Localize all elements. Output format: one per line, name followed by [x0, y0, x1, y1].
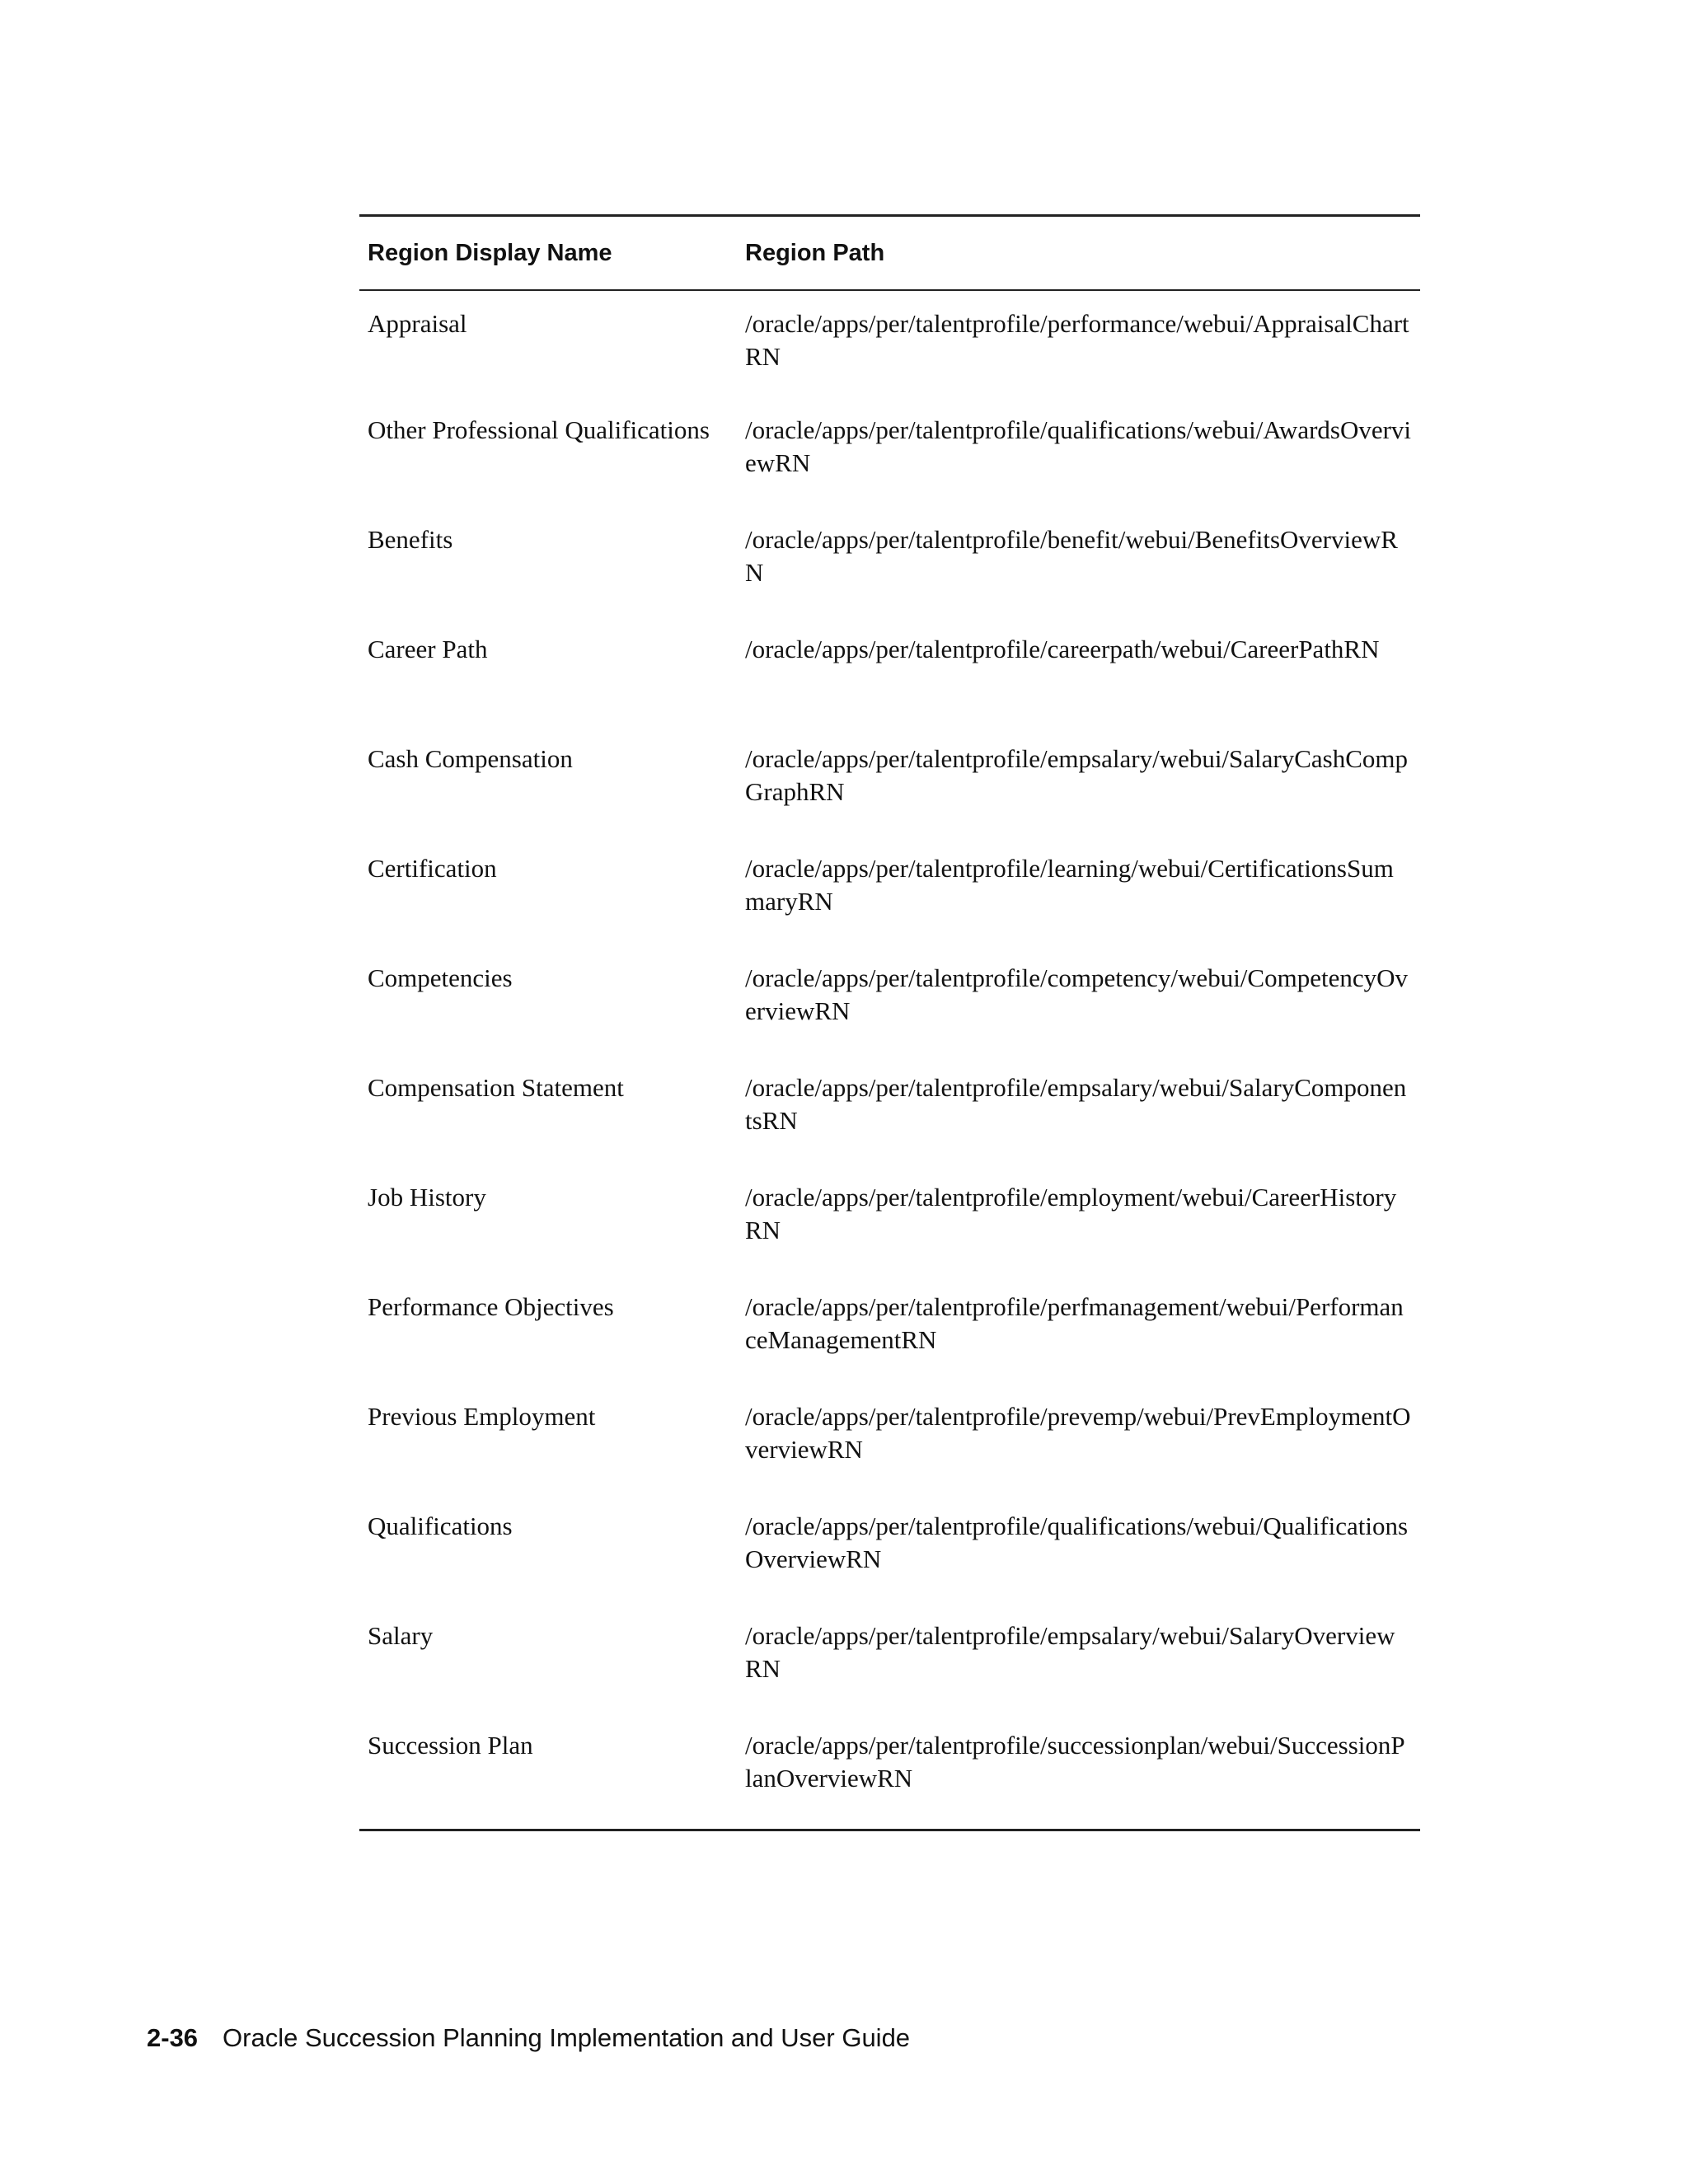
region-path-cell: /oracle/apps/per/talentprofile/benefit/webui/BenefitsOverviewRN: [745, 525, 1398, 587]
table-row: [359, 290, 1420, 414]
region-display-name-cell: Performance Objectives: [368, 1292, 614, 1321]
book-title: Oracle Succession Planning Implementation and User Guide: [223, 2023, 911, 2052]
region-path-cell: /oracle/apps/per/talentprofile/qualifications/webui/QualificationsOverviewRN: [745, 1511, 1409, 1573]
table-row: [359, 633, 1420, 743]
table-row: [359, 1071, 1420, 1181]
region-display-name-cell: Career Path: [368, 635, 488, 663]
table-row: [359, 1291, 1420, 1400]
table-body: [359, 290, 1420, 1830]
table-header: [359, 216, 1420, 291]
table-row: [359, 523, 1420, 633]
table-row: [359, 1729, 1420, 1830]
header-region-path: Region Path: [745, 239, 885, 266]
region-path-cell: /oracle/apps/per/talentprofile/performance/webui/AppraisalChartRN: [745, 309, 1409, 371]
region-path-cell: /oracle/apps/per/talentprofile/successionplan/webui/SuccessionPlanOverviewRN: [745, 1731, 1405, 1793]
region-display-name-cell: Job History: [368, 1183, 486, 1212]
region-path-cell: /oracle/apps/per/talentprofile/empsalary/webui/SalaryOverviewRN: [745, 1621, 1395, 1683]
region-display-name-cell: Salary: [368, 1621, 434, 1650]
region-table: [359, 214, 1420, 1831]
region-display-name-cell: Benefits: [368, 525, 453, 554]
region-path-cell: /oracle/apps/per/talentprofile/empsalary/webui/SalaryComponentsRN: [745, 1073, 1407, 1135]
table-row: [359, 962, 1420, 1071]
region-path-cell: /oracle/apps/per/talentprofile/prevemp/webui/PrevEmploymentOverviewRN: [745, 1402, 1411, 1464]
region-path-cell: /oracle/apps/per/talentprofile/empsalary/webui/SalaryCashCompGraphRN: [745, 744, 1409, 806]
region-display-name-cell: Other Professional Qualifications: [368, 415, 710, 444]
region-path-cell: /oracle/apps/per/talentprofile/perfmanagement/webui/PerformanceManagementRN: [745, 1292, 1404, 1354]
header-row: [359, 216, 1420, 291]
region-display-name-cell: Previous Employment: [368, 1402, 596, 1431]
table-row: [359, 1400, 1420, 1510]
region-display-name-cell: Succession Plan: [368, 1731, 533, 1760]
region-path-cell: /oracle/apps/per/talentprofile/learning/webui/CertificationsSummaryRN: [745, 854, 1394, 916]
header-region-display-name: Region Display Name: [368, 239, 612, 266]
table-row: [359, 743, 1420, 852]
region-path-cell: /oracle/apps/per/talentprofile/qualifications/webui/AwardsOverviewRN: [745, 415, 1412, 477]
region-path-cell: /oracle/apps/per/talentprofile/competency/webui/CompetencyOverviewRN: [745, 963, 1408, 1025]
region-display-name-cell: Qualifications: [368, 1511, 513, 1540]
page-footer: [147, 2023, 910, 2053]
region-path-cell: /oracle/apps/per/talentprofile/employment/webui/CareerHistoryRN: [745, 1183, 1397, 1244]
table-row: [359, 1181, 1420, 1291]
region-display-name-cell: Cash Compensation: [368, 744, 573, 773]
region-path-cell: /oracle/apps/per/talentprofile/careerpath/webui/CareerPathRN: [745, 635, 1380, 663]
table-row: [359, 1510, 1420, 1619]
table-row: [359, 414, 1420, 523]
region-display-name-cell: Competencies: [368, 963, 513, 992]
page-number: 2-36: [147, 2023, 199, 2052]
region-display-name-cell: Compensation Statement: [368, 1073, 624, 1102]
region-display-name-cell: Certification: [368, 854, 497, 883]
table-row: [359, 852, 1420, 962]
region-display-name-cell: Appraisal: [368, 309, 467, 338]
table-row: [359, 1619, 1420, 1729]
